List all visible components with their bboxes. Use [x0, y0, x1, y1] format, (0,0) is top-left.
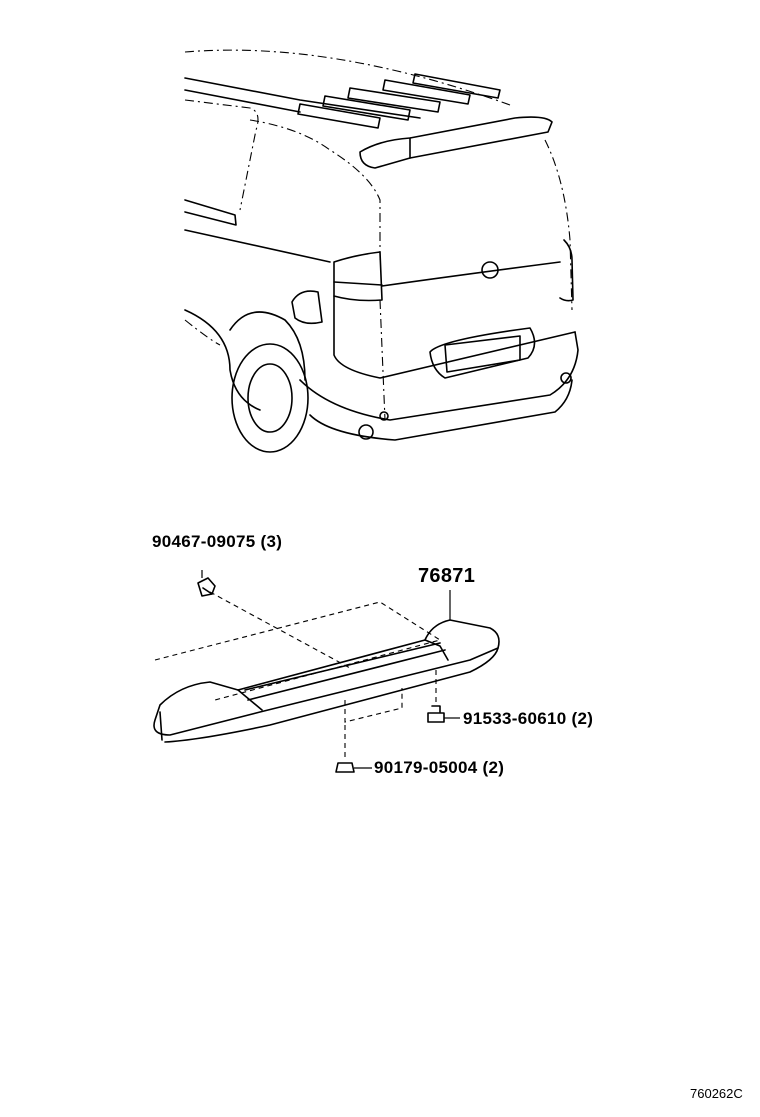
bolt-91533-60610 — [428, 670, 460, 722]
spoiler-exploded-view — [154, 570, 499, 772]
back-door-lower — [334, 296, 575, 378]
side-trim — [185, 200, 236, 225]
mounting-plane — [155, 602, 440, 700]
illustration-code: 760262C — [690, 1086, 743, 1101]
fuel-door — [292, 291, 322, 323]
part-label-90467-09075 — [152, 532, 282, 552]
nut-90179-05004 — [336, 725, 372, 772]
part-number: 91533-60610 — [463, 709, 567, 728]
part-label-76871 — [418, 565, 475, 588]
roof-slat — [298, 104, 380, 128]
roof-slat — [413, 74, 500, 98]
part-label-90179-05004 — [374, 758, 504, 778]
left-tail-light — [334, 252, 382, 301]
part-quantity: (2) — [482, 758, 505, 777]
rear-bumper — [300, 332, 578, 420]
clip-90467-09075 — [198, 570, 215, 596]
part-label-91533-60610 — [463, 709, 593, 729]
part-number: 76871 — [418, 565, 476, 587]
part-quantity: (2) — [571, 709, 594, 728]
installed-spoiler — [360, 117, 552, 168]
vehicle-rear-illustration — [185, 50, 578, 452]
rear-window-frame — [250, 120, 380, 260]
part-number: 90467-09075 — [152, 532, 256, 551]
part-number: 90179-05004 — [374, 758, 478, 777]
part-quantity: (3) — [260, 532, 283, 551]
side-window-outline — [185, 100, 258, 210]
